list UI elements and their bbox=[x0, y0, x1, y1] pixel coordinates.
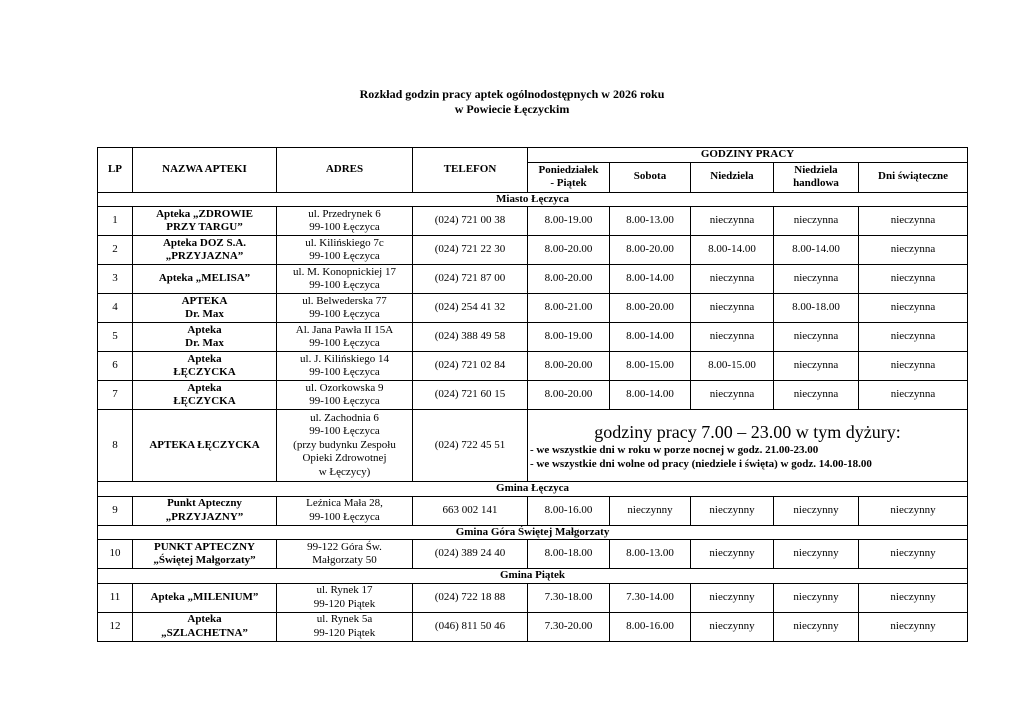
cell-hours-saturday: 8.00-15.00 bbox=[610, 352, 691, 381]
address-line: 99-120 Piątek bbox=[313, 597, 376, 610]
cell-lp: 11 bbox=[98, 583, 133, 612]
cell-hours-saturday: 7.30-14.00 bbox=[610, 583, 691, 612]
document-title-line: Rozkład godzin pracy aptek ogólnodostępnych w 2026 roku bbox=[359, 87, 665, 101]
section-label: Miasto Łęczyca bbox=[98, 192, 968, 207]
pharmacy-name-line: „SZLACHETNA” bbox=[161, 626, 248, 639]
cell-hours-trading-sunday: nieczynna bbox=[774, 265, 859, 294]
cell-address bbox=[277, 540, 413, 569]
cell-phone: (024) 722 45 51 bbox=[413, 410, 528, 482]
cell-phone: (024) 721 22 30 bbox=[413, 236, 528, 265]
cell-phone: (024) 721 00 38 bbox=[413, 207, 528, 236]
cell-hours-trading-sunday: nieczynna bbox=[774, 352, 859, 381]
address-line: 99-100 Łęczyca bbox=[309, 425, 380, 438]
header-holidays: Dni świąteczne bbox=[859, 162, 968, 192]
cell-pharmacy-name bbox=[133, 496, 277, 525]
address-line: Leźnica Mała 28, bbox=[306, 497, 383, 509]
cell-hours-weekday: 8.00-21.00 bbox=[528, 294, 610, 323]
cell-lp: 4 bbox=[98, 294, 133, 323]
cell-address bbox=[277, 265, 413, 294]
cell-phone: 663 002 141 bbox=[413, 496, 528, 525]
address-line: ul. Belwederska 77 bbox=[302, 294, 387, 307]
address-line: ul. Rynek 5a bbox=[316, 613, 373, 625]
pharmacy-name-line: Apteka bbox=[187, 323, 222, 336]
cell-hours-saturday: 8.00-14.00 bbox=[610, 323, 691, 352]
cell-lp: 8 bbox=[98, 410, 133, 482]
cell-hours-sunday: nieczynny bbox=[691, 612, 774, 641]
cell-lp: 7 bbox=[98, 381, 133, 410]
cell-pharmacy-name bbox=[133, 410, 277, 482]
cell-hours-holidays: nieczynny bbox=[859, 496, 968, 525]
table-row bbox=[98, 410, 968, 482]
address-line: w Łęczycy) bbox=[318, 465, 371, 478]
cell-hours-saturday: 8.00-13.00 bbox=[610, 540, 691, 569]
header-weekday-line: Poniedziałek bbox=[538, 163, 599, 176]
cell-address bbox=[277, 352, 413, 381]
cell-phone: (046) 811 50 46 bbox=[413, 612, 528, 641]
pharmacy-name-line: Punkt Apteczny bbox=[167, 497, 242, 509]
cell-address bbox=[277, 496, 413, 525]
cell-hours-weekday: 7.30-20.00 bbox=[528, 612, 610, 641]
cell-pharmacy-name bbox=[133, 207, 277, 236]
cell-address bbox=[277, 612, 413, 641]
cell-hours-trading-sunday: nieczynny bbox=[774, 612, 859, 641]
cell-lp: 2 bbox=[98, 236, 133, 265]
address-line: ul. J. Kilińskiego 14 bbox=[300, 352, 389, 365]
cell-hours-saturday: nieczynny bbox=[610, 496, 691, 525]
cell-hours-sunday: nieczynny bbox=[691, 496, 774, 525]
pharmacy-name-line: PRZY TARGU” bbox=[166, 221, 243, 233]
table-header bbox=[98, 148, 968, 193]
cell-hours-weekday: 8.00-20.00 bbox=[528, 265, 610, 294]
duty-hours-note bbox=[528, 410, 968, 482]
pharmacy-name-line: PUNKT APTECZNY bbox=[154, 540, 255, 553]
address-line: Małgorzaty 50 bbox=[312, 554, 377, 566]
cell-hours-sunday: nieczynna bbox=[691, 207, 774, 236]
cell-hours-sunday: nieczynna bbox=[691, 294, 774, 323]
address-line: ul. Kilińskiego 7c bbox=[305, 236, 384, 249]
cell-phone: (024) 254 41 32 bbox=[413, 294, 528, 323]
table-row bbox=[98, 540, 968, 569]
header-weekday bbox=[528, 162, 610, 192]
section-label: Gmina Góra Świętej Małgorzaty bbox=[98, 525, 968, 540]
table-row bbox=[98, 352, 968, 381]
cell-pharmacy-name bbox=[133, 540, 277, 569]
cell-hours-holidays: nieczynna bbox=[859, 294, 968, 323]
cell-hours-sunday: nieczynna bbox=[691, 323, 774, 352]
table-body bbox=[98, 192, 968, 641]
cell-lp: 9 bbox=[98, 496, 133, 525]
pharmacy-name-line: Apteka DOZ S.A. bbox=[162, 236, 247, 249]
section-row bbox=[98, 525, 968, 540]
address-line: ul. M. Konopnickiej 17 bbox=[293, 265, 396, 278]
address-line: 99-100 Łęczyca bbox=[309, 510, 380, 523]
cell-hours-holidays: nieczynny bbox=[859, 583, 968, 612]
cell-hours-trading-sunday: 8.00-18.00 bbox=[774, 294, 859, 323]
cell-hours-sunday: nieczynny bbox=[691, 540, 774, 569]
cell-phone: (024) 722 18 88 bbox=[413, 583, 528, 612]
cell-hours-holidays: nieczynna bbox=[859, 381, 968, 410]
header-trading-sunday-line: Niedziela bbox=[794, 163, 838, 176]
cell-hours-holidays: nieczynny bbox=[859, 540, 968, 569]
cell-phone: (024) 721 60 15 bbox=[413, 381, 528, 410]
pharmacy-hours-table bbox=[97, 147, 968, 642]
cell-hours-trading-sunday: nieczynny bbox=[774, 540, 859, 569]
cell-phone: (024) 721 87 00 bbox=[413, 265, 528, 294]
address-line: (przy budynku Zespołu bbox=[293, 438, 396, 451]
header-trading-sunday-line: handlowa bbox=[793, 177, 839, 189]
cell-lp: 12 bbox=[98, 612, 133, 641]
cell-hours-saturday: 8.00-16.00 bbox=[610, 612, 691, 641]
section-label: Gmina Łęczyca bbox=[98, 482, 968, 497]
section-row bbox=[98, 192, 968, 207]
cell-hours-trading-sunday: nieczynny bbox=[774, 583, 859, 612]
cell-hours-trading-sunday: nieczynny bbox=[774, 496, 859, 525]
cell-hours-weekday: 8.00-18.00 bbox=[528, 540, 610, 569]
cell-lp: 10 bbox=[98, 540, 133, 569]
cell-pharmacy-name bbox=[133, 381, 277, 410]
cell-lp: 6 bbox=[98, 352, 133, 381]
cell-hours-holidays: nieczynna bbox=[859, 207, 968, 236]
table-row bbox=[98, 323, 968, 352]
cell-hours-weekday: 7.30-18.00 bbox=[528, 583, 610, 612]
cell-phone: (024) 389 24 40 bbox=[413, 540, 528, 569]
pharmacy-name-line: Apteka „MILENIUM” bbox=[150, 590, 259, 603]
header-phone: TELEFON bbox=[413, 148, 528, 193]
pharmacy-name-line: Apteka „MELISA” bbox=[158, 272, 251, 285]
pharmacy-name-line: „PRZYJAZNA” bbox=[165, 250, 244, 262]
cell-hours-holidays: nieczynny bbox=[859, 612, 968, 641]
pharmacy-name-line: Dr. Max bbox=[185, 308, 224, 320]
cell-pharmacy-name bbox=[133, 265, 277, 294]
pharmacy-name-line: Dr. Max bbox=[185, 337, 224, 349]
cell-pharmacy-name bbox=[133, 352, 277, 381]
document-title bbox=[0, 87, 1024, 117]
cell-address bbox=[277, 207, 413, 236]
address-line: Al. Jana Pawła II 15A bbox=[295, 323, 394, 336]
pharmacy-name-line: APTEKA ŁĘCZYCKA bbox=[149, 438, 260, 451]
cell-address bbox=[277, 294, 413, 323]
pharmacy-name-line: Apteka „ZDROWIE bbox=[156, 207, 253, 220]
document-subtitle-line: w Powiecie Łęczyckim bbox=[454, 102, 570, 116]
address-line: 99-100 Łęczyca bbox=[309, 279, 380, 291]
pharmacy-name-line: „Świętej Małgorzaty” bbox=[153, 554, 256, 566]
address-line: 99-100 Łęczyca bbox=[309, 250, 380, 262]
cell-hours-saturday: 8.00-20.00 bbox=[610, 236, 691, 265]
cell-pharmacy-name bbox=[133, 583, 277, 612]
address-line: ul. Rynek 17 bbox=[316, 584, 373, 596]
cell-address bbox=[277, 236, 413, 265]
cell-hours-holidays: nieczynna bbox=[859, 323, 968, 352]
table-row bbox=[98, 207, 968, 236]
address-line: 99-100 Łęczyca bbox=[309, 366, 380, 378]
section-row bbox=[98, 482, 968, 497]
address-line: 99-100 Łęczyca bbox=[309, 337, 380, 349]
address-line: ul. Przedrynek 6 bbox=[308, 207, 381, 220]
cell-phone: (024) 388 49 58 bbox=[413, 323, 528, 352]
address-line: ul. Ozorkowska 9 bbox=[305, 381, 384, 394]
header-weekday-line: - Piątek bbox=[550, 177, 587, 189]
table-row bbox=[98, 265, 968, 294]
header-saturday: Sobota bbox=[610, 162, 691, 192]
table-row bbox=[98, 612, 968, 641]
address-line: 99-120 Piątek bbox=[313, 626, 376, 639]
cell-hours-weekday: 8.00-19.00 bbox=[528, 323, 610, 352]
cell-hours-sunday: nieczynna bbox=[691, 381, 774, 410]
cell-lp: 5 bbox=[98, 323, 133, 352]
cell-hours-holidays: nieczynna bbox=[859, 236, 968, 265]
pharmacy-name-line: APTEKA bbox=[181, 294, 228, 307]
cell-hours-saturday: 8.00-14.00 bbox=[610, 265, 691, 294]
cell-hours-sunday: nieczynny bbox=[691, 583, 774, 612]
cell-hours-trading-sunday: nieczynna bbox=[774, 207, 859, 236]
cell-hours-weekday: 8.00-20.00 bbox=[528, 236, 610, 265]
cell-hours-trading-sunday: nieczynna bbox=[774, 381, 859, 410]
cell-hours-saturday: 8.00-13.00 bbox=[610, 207, 691, 236]
duty-hours-line: - we wszystkie dni w roku w porze nocnej w godz. 21.00-23.00 bbox=[530, 443, 819, 456]
duty-hours-headline: godziny pracy 7.00 – 23.00 w tym dyżury: bbox=[594, 421, 901, 442]
pharmacy-name-line: ŁĘCZYCKA bbox=[173, 366, 236, 378]
cell-lp: 3 bbox=[98, 265, 133, 294]
section-label: Gmina Piątek bbox=[98, 569, 968, 584]
cell-address bbox=[277, 381, 413, 410]
header-trading-sunday bbox=[774, 162, 859, 192]
cell-pharmacy-name bbox=[133, 294, 277, 323]
cell-hours-trading-sunday: nieczynna bbox=[774, 323, 859, 352]
table-row bbox=[98, 381, 968, 410]
cell-hours-weekday: 8.00-20.00 bbox=[528, 381, 610, 410]
address-line: 99-100 Łęczyca bbox=[309, 395, 380, 407]
cell-hours-weekday: 8.00-16.00 bbox=[528, 496, 610, 525]
duty-hours-line: - we wszystkie dni wolne od pracy (niedziele i święta) w godz. 14.00-18.00 bbox=[530, 457, 872, 470]
header-address: ADRES bbox=[277, 148, 413, 193]
cell-pharmacy-name bbox=[133, 236, 277, 265]
cell-pharmacy-name bbox=[133, 612, 277, 641]
table-row bbox=[98, 583, 968, 612]
cell-hours-holidays: nieczynna bbox=[859, 265, 968, 294]
pharmacy-name-line: Apteka bbox=[187, 381, 222, 394]
header-opening-hours: GODZINY PRACY bbox=[528, 148, 968, 163]
cell-hours-saturday: 8.00-20.00 bbox=[610, 294, 691, 323]
cell-lp: 1 bbox=[98, 207, 133, 236]
address-line: 99-122 Góra Św. bbox=[307, 540, 382, 553]
table-row bbox=[98, 496, 968, 525]
cell-hours-sunday: 8.00-14.00 bbox=[691, 236, 774, 265]
pharmacy-name-line: Apteka bbox=[187, 613, 222, 625]
cell-hours-sunday: 8.00-15.00 bbox=[691, 352, 774, 381]
cell-address bbox=[277, 410, 413, 482]
cell-phone: (024) 721 02 84 bbox=[413, 352, 528, 381]
header-sunday: Niedziela bbox=[691, 162, 774, 192]
cell-hours-trading-sunday: 8.00-14.00 bbox=[774, 236, 859, 265]
cell-pharmacy-name bbox=[133, 323, 277, 352]
cell-hours-weekday: 8.00-19.00 bbox=[528, 207, 610, 236]
header-pharmacy-name: NAZWA APTEKI bbox=[133, 148, 277, 193]
cell-hours-holidays: nieczynna bbox=[859, 352, 968, 381]
table-row bbox=[98, 236, 968, 265]
pharmacy-name-line: Apteka bbox=[187, 352, 222, 365]
address-line: 99-100 Łęczyca bbox=[309, 221, 380, 233]
table-row bbox=[98, 294, 968, 323]
cell-hours-weekday: 8.00-20.00 bbox=[528, 352, 610, 381]
pharmacy-name-line: ŁĘCZYCKA bbox=[173, 395, 236, 407]
cell-hours-saturday: 8.00-14.00 bbox=[610, 381, 691, 410]
cell-hours-sunday: nieczynna bbox=[691, 265, 774, 294]
section-row bbox=[98, 569, 968, 584]
address-line: 99-100 Łęczyca bbox=[309, 308, 380, 320]
address-line: ul. Zachodnia 6 bbox=[310, 411, 379, 424]
cell-address bbox=[277, 583, 413, 612]
cell-address bbox=[277, 323, 413, 352]
header-lp: LP bbox=[98, 148, 133, 193]
pharmacy-name-line: „PRZYJAZNY” bbox=[165, 510, 244, 523]
address-line: Opieki Zdrowotnej bbox=[302, 452, 387, 465]
